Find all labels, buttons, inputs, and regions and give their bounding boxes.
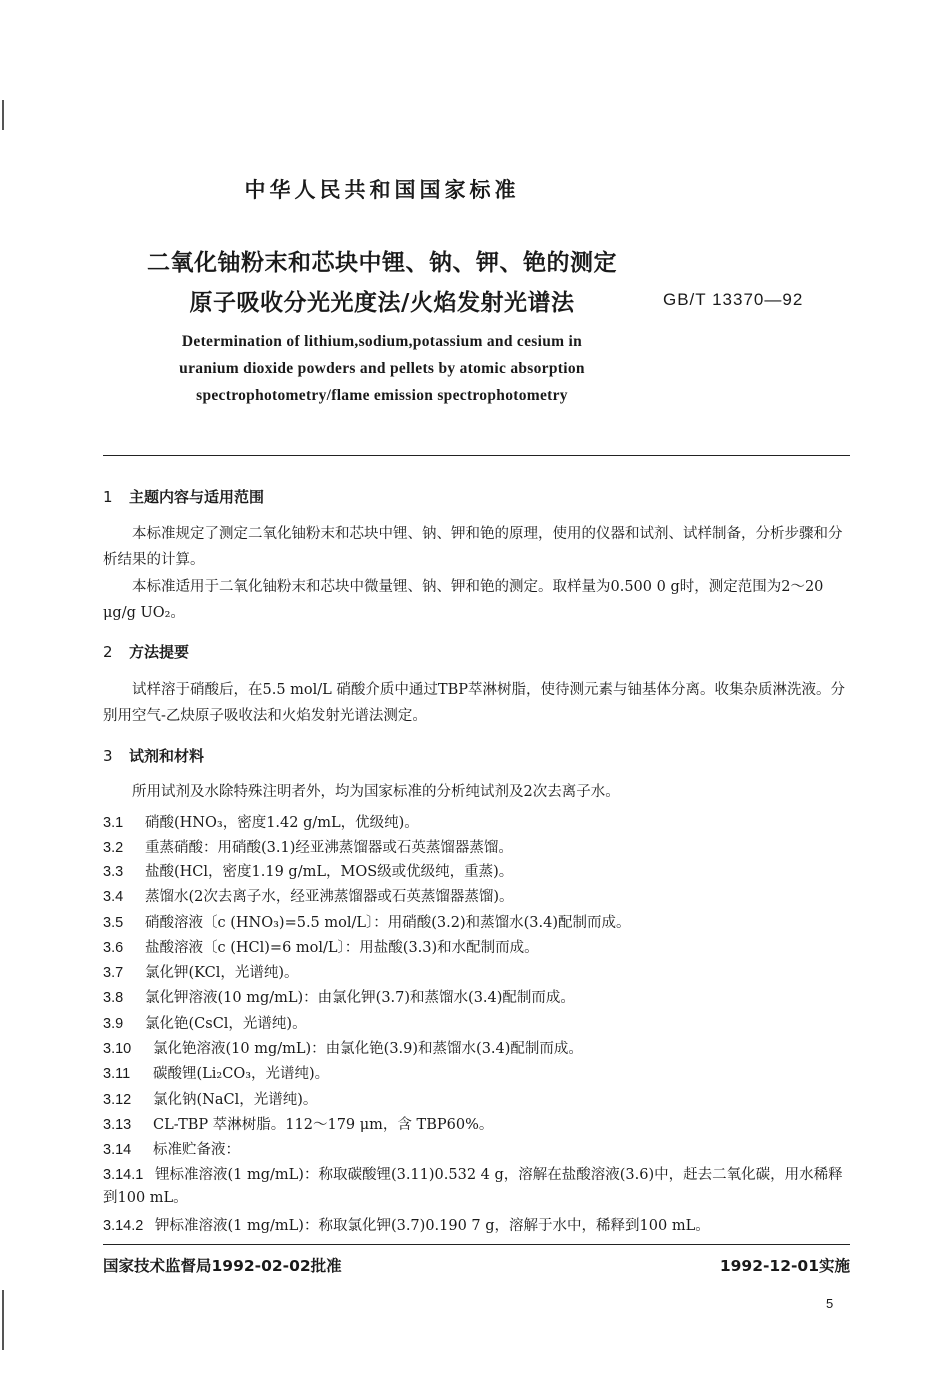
document-title-en-line2: uranium dioxide powders and pellets by atomic absorption [179,360,585,377]
item-text: 盐酸(HCl，密度1.19 g/mL，MOS级或优级纯，重蒸)。 [145,864,514,880]
list-item [103,1164,851,1210]
item-text: 重蒸硝酸：用硝酸(3.1)经亚沸蒸馏器或石英蒸馏器蒸馏。 [145,840,513,856]
list-item [103,936,539,957]
list-item [103,1138,240,1159]
item-number: 3.12 [103,1092,132,1108]
list-item [103,1214,710,1235]
item-number: 3.3 [103,864,124,880]
item-number: 3.14 [103,1142,132,1158]
list-item [103,1012,307,1033]
scan-edge-mark [2,1290,4,1350]
item-text: 氯化铯溶液(10 mg/mL)：由氯化铯(3.9)和蒸馏水(3.4)配制而成。 [153,1041,583,1057]
list-item [103,1037,583,1058]
paragraph: 试样溶于硝酸后，在5.5 mol/L 硝酸介质中通过TBP萃淋树脂，使待测元素与铀基体分离。收集杂质淋洗液。分别用空气-乙炔原子吸收法和火焰发射光谱法测定。 [103,682,845,724]
item-number: 3.6 [103,940,124,956]
list-item [103,961,299,982]
scan-edge-mark [2,100,4,130]
item-number: 3.14.2 [103,1218,144,1234]
section-title: 方法提要 [129,643,190,661]
item-number: 3.7 [103,965,124,981]
section-heading [103,641,189,662]
item-text: 氯化铯(CsCl，光谱纯)。 [145,1016,307,1032]
paragraph: 本标准规定了测定二氧化铀粉末和芯块中锂、钠、钾和铯的原理，使用的仪器和试剂、试样制备，分析步骤和分析结果的计算。 [103,526,843,568]
item-number: 3.4 [103,889,124,905]
item-text: 盐酸溶液〔c (HCl)=6 mol/L〕：用盐酸(3.3)和水配制而成。 [145,940,539,956]
list-item [103,860,513,881]
paragraph: 所用试剂及水除特殊注明者外，均为国家标准的分析纯试剂及2次去离子水。 [132,784,620,800]
list-item [103,811,419,832]
list-item [103,986,575,1007]
item-text: 钾标准溶液(1 mg/mL)：称取氯化钾(3.7)0.190 7 g，溶解于水中，稀释到100 mL。 [155,1218,710,1234]
section-title: 试剂和材料 [129,747,205,765]
item-text: 锂标准溶液(1 mg/mL)：称取碳酸锂(3.11)0.532 4 g，溶解在盐酸溶液(3.6)中，赶去二氧化碳，用水稀释到100 mL。 [103,1167,843,1206]
document-title-cn-line1: 二氧化铀粉末和芯块中锂、钠、钾、铯的测定 [147,250,617,276]
item-text: 硝酸溶液〔c (HNO₃)=5.5 mol/L〕：用硝酸(3.2)和蒸馏水(3.4)配制而成。 [145,915,631,931]
list-item [103,1113,493,1134]
item-number: 3.8 [103,990,124,1006]
list-item [103,836,513,857]
section-number: 2 [103,643,113,661]
item-text: 碳酸锂(Li₂CO₃，光谱纯)。 [153,1066,330,1082]
item-text: CL-TBP 萃淋树脂。112～179 μm，含 TBP60%。 [153,1117,494,1133]
section-number: 3 [103,747,113,765]
item-text: 蒸馏水(2次去离子水，经亚沸蒸馏器或石英蒸馏器蒸馏)。 [145,889,514,905]
item-number: 3.9 [103,1016,124,1032]
approval-line: 国家技术监督局1992-02-02批准 [103,1257,342,1275]
list-item [103,1088,317,1109]
item-number: 3.1 [103,815,124,831]
page-number: 5 [826,1296,834,1311]
item-number: 3.10 [103,1041,132,1057]
item-number: 3.2 [103,840,124,856]
item-text: 硝酸(HNO₃，密度1.42 g/mL，优级纯)。 [145,815,419,831]
item-number: 3.14.1 [103,1167,144,1183]
standard-number: GB/T 13370—92 [663,290,804,309]
header-divider [103,455,850,456]
section-title: 主题内容与适用范围 [129,488,265,506]
item-text: 标准贮备液： [153,1142,240,1158]
item-number: 3.11 [103,1066,131,1082]
section-number: 1 [103,488,113,506]
item-number: 3.13 [103,1117,132,1133]
item-number: 3.5 [103,915,124,931]
footer-divider [103,1244,850,1245]
list-item [103,885,514,906]
item-text: 氯化钾(KCl，光谱纯)。 [145,965,299,981]
document-title-cn-line2: 原子吸收分光光度法/火焰发射光谱法 [189,290,575,316]
item-text: 氯化钾溶液(10 mg/mL)：由氯化钾(3.7)和蒸馏水(3.4)配制而成。 [145,990,575,1006]
list-item [103,911,631,932]
implementation-date: 1992-12-01实施 [719,1257,850,1275]
list-item [103,1062,329,1083]
section-heading [103,486,264,507]
national-standard-header: 中华人民共和国国家标准 [244,178,520,202]
document-title-en-line3: spectrophotometry/flame emission spectrophotometry [196,387,568,404]
item-text: 氯化钠(NaCl，光谱纯)。 [153,1092,318,1108]
document-title-en-line1: Determination of lithium,sodium,potassium and cesium in [181,333,583,350]
paragraph: 本标准适用于二氧化铀粉末和芯块中微量锂、钠、钾和铯的测定。取样量为0.500 0 g时，测定范围为2～20 μg/g UO₂。 [103,579,824,621]
section-heading [103,745,204,766]
